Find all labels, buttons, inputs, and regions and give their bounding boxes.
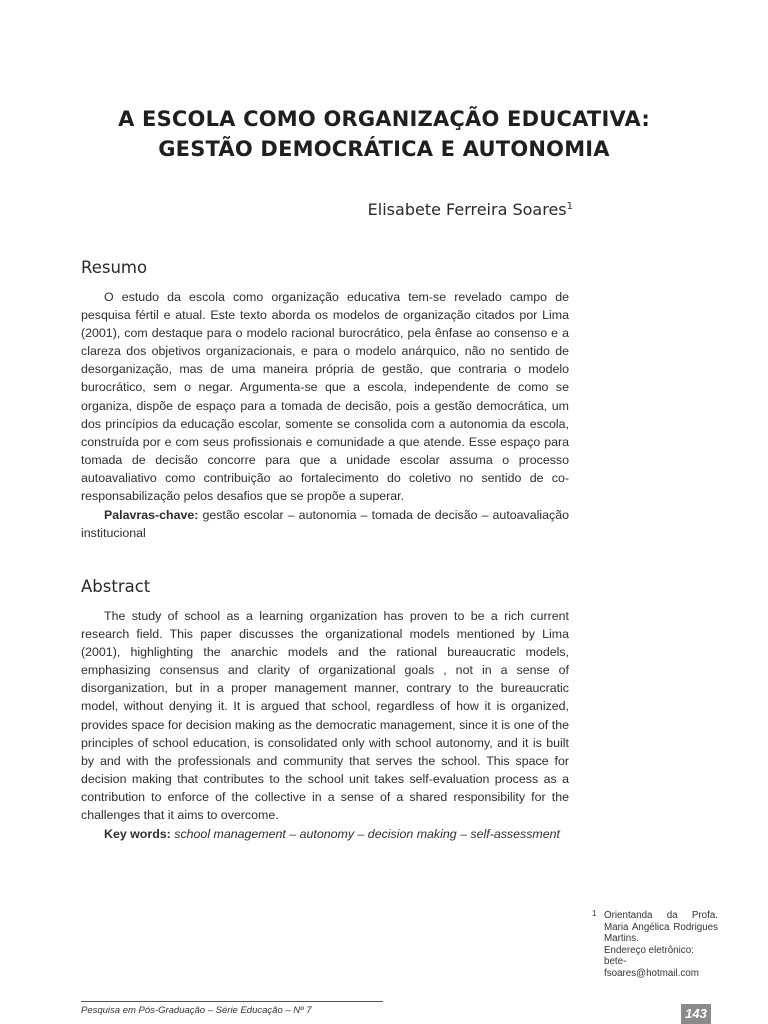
resumo-body: O estudo da escola como organização educativa tem-se revelado campo de pesquisa fértil e atual. Este texto aborda os modelos de organização citados por Lima (2001), com destaque para o modelo racional burocrático, pela ênfase ao consenso e a clareza dos objetivos organizacionais, e para o modelo anárquico, não no sentido de desorganização, mas de uma maneira própria de gestão, que contraria o modelo burocrático, sem o negar. Argumenta-se que a escola, independente de como se organiza, dispõe de espaço para a tomada de decisão, pois a gestão democrática, um dos princípios da educação escolar, somente se consolida com a autonomia da escola, construída por e com seus profissionais e comunidade a que atende. Esse espaço para tomada de decisão concorre para que a unidade escolar assuma o processo autoavaliativo como contribuição ao fortalecimento do coletivo no sentido de co-responsabilização pelos desafios que se propõe a superar. [81, 290, 569, 504]
footnote-advisor: Orientanda da Profa. Maria Angélica Rodrigues Martins. [604, 910, 718, 945]
page-number: 143 [681, 1004, 711, 1024]
footnote-mark: 1 [592, 909, 597, 918]
article-title-line-1: A ESCOLA COMO ORGANIZAÇÃO EDUCATIVA: [118, 107, 650, 131]
abstract-heading: Abstract [81, 577, 151, 596]
author-line [368, 200, 573, 219]
resumo-keywords [81, 506, 569, 542]
footnote-email: bete-fsoares@hotmail.com [604, 956, 699, 979]
abstract-keywords-text: school management – autonomy – decision making – self-assessment [174, 827, 560, 841]
resumo-heading: Resumo [81, 258, 148, 277]
footer-journal: Pesquisa em Pós-Graduação – Série Educação – Nº 7 [81, 1005, 312, 1016]
footer-divider [81, 1001, 383, 1002]
article-title [40, 104, 728, 164]
footnote-text [604, 910, 718, 980]
abstract-keywords [81, 825, 569, 843]
resumo-keywords-label: Palavras-chave: [104, 508, 199, 522]
resumo-keywords-text: gestão escolar – autonomia – tomada de decisão – autoavaliação institucional [81, 508, 569, 541]
author-footnote-mark: 1 [566, 201, 573, 212]
abstract-keywords-label: Key words: [104, 827, 171, 841]
footnote-email-label: Endereço eletrônico: [604, 944, 694, 956]
abstract-body: The study of school as a learning organization has proven to be a rich current research field. This paper discusses the organizational models mentioned by Lima (2001), highlighting the anarchic models and the rational bureaucratic models, emphasizing consensus and clarity of organizational goals , not in a sense of disorganization, but in a proper management manner, contrary to the bureaucratic model, without denying it. It is argued that school, regardless of how it is organized, provides space for decision making as the democratic management, since it is one of the principles of school education, is consolidated only with school autonomy, and it is built by and with the professionals and community that serves the school. This space for decision making that contributes to the school unit takes self-evaluation process as a contribution to enforce of the collective in a sense of a shared responsibility for the challenges that it aims to overcome. [81, 609, 569, 823]
article-title-line-2: GESTÃO DEMOCRÁTICA E AUTONOMIA [158, 137, 610, 161]
author-name: Elisabete Ferreira Soares [367, 200, 567, 219]
footnote [592, 910, 718, 980]
